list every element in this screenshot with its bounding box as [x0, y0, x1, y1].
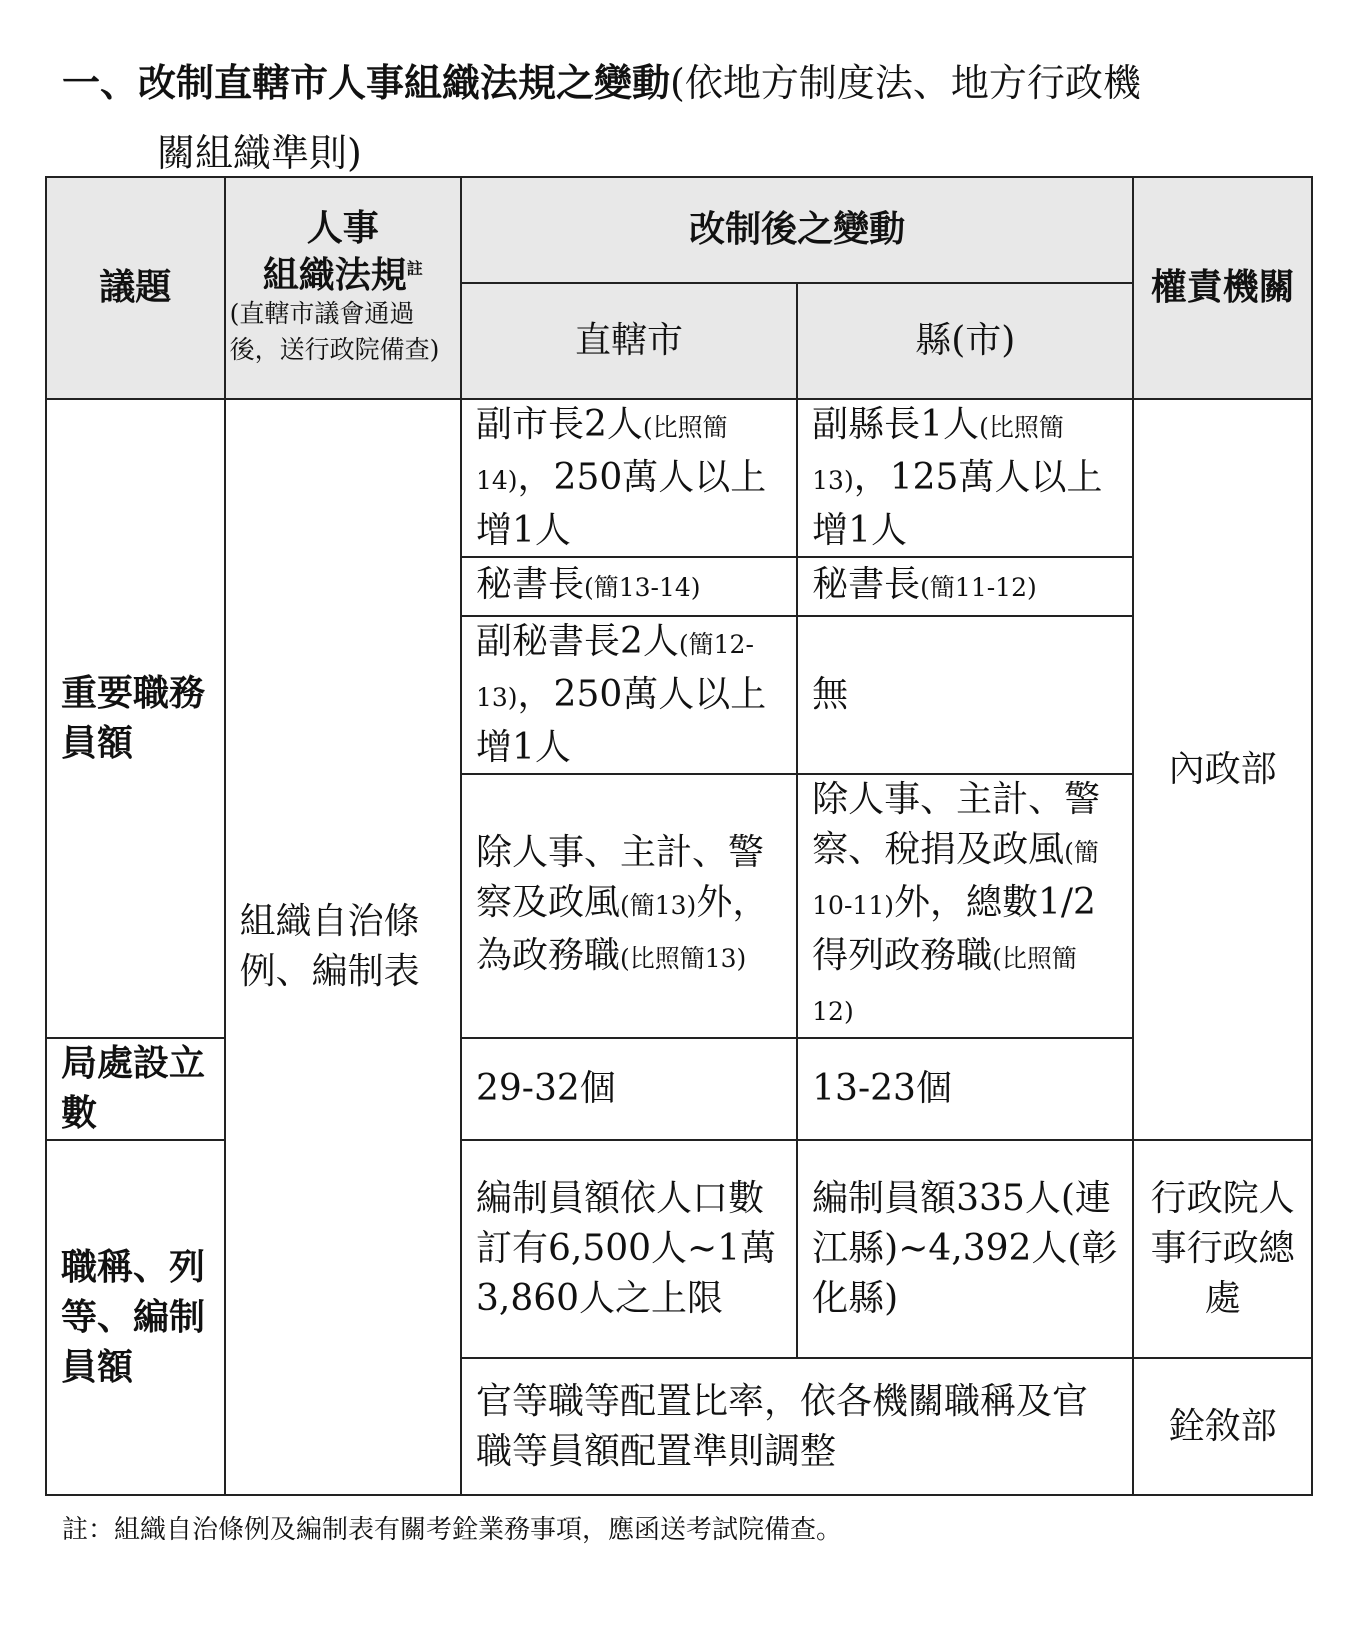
authority-civil-service: 銓敘部	[1133, 1358, 1312, 1495]
cell-deputy-mayor-city	[461, 399, 797, 557]
deputy-secretary-city-tail: ，250萬人以上增1人	[475, 674, 767, 768]
cell-secretary-general-county	[797, 557, 1133, 616]
header-authority: 權責機關	[1133, 177, 1312, 399]
deputy-mayor-city-main: 副市長2人	[475, 404, 643, 445]
deputy-mayor-county-main: 副縣長1人	[812, 404, 980, 445]
topic-key-positions: 重要職務員額	[46, 399, 225, 1038]
cell-bureau-count-county: 13-23個	[797, 1038, 1133, 1140]
cell-secretary-general-city	[461, 557, 797, 616]
political-posts-city-note2: (比照簡13)	[619, 944, 747, 973]
secretary-general-county-main: 秘書長	[812, 564, 921, 605]
political-posts-county-note: (簡10-11)	[812, 838, 1099, 920]
footnote: 註：組織自治條例及編制表有關考銓業務事項，應函送考試院備查。	[62, 1515, 843, 1545]
header-regulation	[225, 177, 461, 399]
cell-bureau-count-city: 29-32個	[461, 1038, 797, 1140]
header-regulation-line1: 人事	[306, 207, 379, 249]
political-posts-county-note2: (比照簡12)	[812, 944, 1077, 1026]
heading-title-line2: 關組織準則)	[157, 131, 362, 175]
cell-political-posts-city	[461, 774, 797, 1038]
heading-title-rest: (依地方制度法、地方行政機	[670, 61, 1141, 105]
deputy-secretary-city-note: (簡12-13)	[475, 630, 754, 712]
deputy-mayor-county-note: (比照簡13)	[812, 413, 1064, 495]
regulation-value: 組織自治條例、編制表	[225, 399, 461, 1495]
header-municipality: 直轄市	[461, 283, 797, 399]
cell-staffing-county: 編制員額335人(連江縣)~4,392人(彰化縣)	[797, 1140, 1133, 1358]
header-regulation-line2: 組織法規	[262, 254, 407, 296]
cell-deputy-secretary-city	[461, 616, 797, 774]
heading-title-bold: 一、改制直轄市人事組織法規之變動	[62, 61, 671, 105]
secretary-general-city-note: (簡13-14)	[583, 573, 701, 602]
header-regulation-note: (直轄市議會通過後，送行政院備查)	[229, 298, 440, 364]
cell-staffing-city: 編制員額依人口數訂有6,500人~1萬3,860人之上限	[461, 1140, 797, 1358]
political-posts-city-note: (簡13)	[619, 891, 697, 920]
footnote-marker: 註	[406, 258, 423, 278]
header-topic: 議題	[46, 177, 225, 399]
political-posts-city-main: 除人事、主計、警察及政風	[475, 832, 764, 923]
header-county: 縣(市)	[797, 283, 1133, 399]
cell-grade-ratio: 官等職等配置比率，依各機關職稱及官職等員額配置準則調整	[461, 1358, 1133, 1495]
authority-personnel: 行政院人事行政總處	[1133, 1140, 1312, 1358]
deputy-secretary-city-main: 副秘書長2人	[475, 621, 679, 662]
political-posts-city-tail: 外，為政務職	[475, 882, 769, 976]
political-posts-county-main: 除人事、主計、警察、稅捐及政風	[812, 779, 1101, 870]
regulation-table	[45, 176, 1313, 1496]
political-posts-county-tail: 外，總數1/2得列政務職	[812, 882, 1096, 976]
secretary-general-county-note: (簡11-12)	[920, 573, 1037, 602]
deputy-mayor-county-tail: ，125萬人以上增1人	[812, 457, 1103, 551]
topic-bureaus: 局處設立數	[46, 1038, 225, 1140]
deputy-mayor-city-tail: ，250萬人以上增1人	[475, 457, 767, 551]
cell-political-posts-county	[797, 774, 1133, 1038]
secretary-general-city-main: 秘書長	[475, 564, 584, 605]
deputy-mayor-city-note: (比照簡14)	[475, 413, 728, 495]
header-changes: 改制後之變動	[461, 177, 1133, 283]
topic-titles: 職稱、列等、編制員額	[46, 1140, 225, 1495]
authority-interior: 內政部	[1133, 399, 1312, 1140]
page-heading	[62, 48, 1352, 188]
cell-deputy-mayor-county	[797, 399, 1133, 557]
cell-deputy-secretary-county: 無	[797, 616, 1133, 774]
